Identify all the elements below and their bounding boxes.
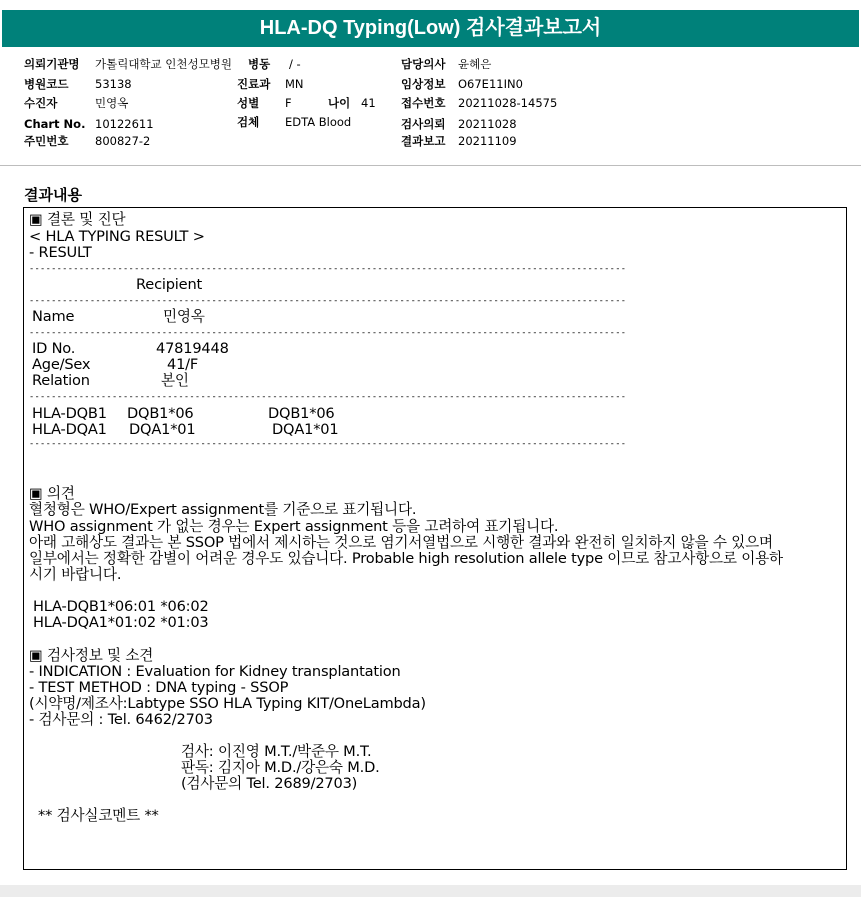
conclusion-heading: ▣ 결론 및 진단 (29, 211, 126, 228)
section-title: 결과내용 (24, 186, 82, 204)
result-box (23, 207, 847, 870)
name-value: 민영옥 (163, 308, 205, 325)
divider-1: ------------------------------------------------------------------------------------------------------------ (29, 264, 627, 274)
opinion-line-1: 혈청형은 WHO/Expert assignment를 기준으로 표기됩니다. (29, 501, 417, 518)
patient-value: 민영옥 (95, 96, 129, 110)
agesex-label: Age/Sex (32, 356, 91, 373)
divider-5: ------------------------------------------------------------------------------------------------------------ (29, 439, 627, 449)
clinical-info-label: 임상정보 (401, 77, 446, 91)
result-label: - RESULT (29, 244, 92, 261)
dqb1-locus: HLA-DQB1 (32, 405, 107, 422)
chart-no-label: Chart No. (24, 117, 86, 131)
opinion-line-5: 시기 바랍니다. (29, 566, 122, 583)
opinion-line-3: 아래 고해상도 결과는 본 SSOP 법에서 제시하는 것으로 염기서열법으로 시행한 결과와 완전히 일치하지 않을 수 있으며 (29, 534, 773, 551)
agesex-value: 41/F (167, 356, 199, 373)
high-res-dqa1: HLA-DQA1*01:02 *01:03 (33, 614, 209, 631)
lab-comment: ** 검사실코멘트 ** (38, 807, 159, 824)
inquiry-2: (검사문의 Tel. 2689/2703) (181, 775, 358, 792)
department-label: 진료과 (237, 77, 271, 91)
receipt-no-value: 20211028-14575 (458, 96, 558, 110)
institution-value: 가톨릭대학교 인천성모병원 (95, 57, 232, 71)
dqa1-allele-2: DQA1*01 (272, 421, 339, 438)
typing-result-heading: < HLA TYPING RESULT > (29, 228, 205, 245)
id-label: ID No. (32, 340, 76, 357)
high-res-dqb1: HLA-DQB1*06:01 *06:02 (33, 598, 209, 615)
divider-4: ------------------------------------------------------------------------------------------------------------ (29, 392, 627, 402)
name-label: Name (32, 308, 75, 325)
request-date-label: 검사의뢰 (401, 117, 446, 131)
ward-label: 병동 (248, 57, 271, 71)
sex-value: F (285, 96, 292, 110)
reagent: (시약명/제조사:Labtype SSO HLA Typing KIT/OneLambda) (29, 695, 426, 712)
specimen-label: 검체 (237, 115, 260, 129)
hospital-code-value: 53138 (95, 77, 132, 91)
reader: 판독: 김지아 M.D./강은숙 M.D. (181, 759, 380, 776)
relation-label: Relation (32, 372, 90, 389)
divider-3: ------------------------------------------------------------------------------------------------------------ (29, 328, 627, 338)
divider-2: ------------------------------------------------------------------------------------------------------------ (29, 296, 627, 306)
test-method: - TEST METHOD : DNA typing - SSOP (29, 679, 289, 696)
age-label: 나이 (328, 96, 351, 110)
dqa1-allele-1: DQA1*01 (129, 421, 196, 438)
tester: 검사: 이진영 M.T./박준우 M.T. (181, 743, 372, 760)
dqa1-locus: HLA-DQA1 (32, 421, 107, 438)
department-value: MN (285, 77, 304, 91)
doctor-label: 담당의사 (401, 57, 446, 71)
opinion-line-2: WHO assignment 가 없는 경우는 Expert assignment 등을 고려하여 표기됩니다. (29, 518, 559, 535)
sex-label: 성별 (237, 96, 260, 110)
specimen-value: EDTA Blood (285, 115, 352, 129)
id-value: 47819448 (156, 340, 229, 357)
inquiry: - 검사문의 : Tel. 6462/2703 (29, 711, 213, 728)
institution-label: 의뢰기관명 (24, 57, 80, 71)
dqb1-allele-2: DQB1*06 (268, 405, 335, 422)
report-date-value: 20211109 (458, 134, 517, 148)
age-value: 41 (361, 96, 376, 110)
receipt-no-label: 접수번호 (401, 96, 446, 110)
opinion-heading: ▣ 의견 (29, 485, 75, 502)
ward-value: / - (289, 57, 301, 71)
relation-value: 본인 (161, 372, 189, 389)
resident-no-value: 800827-2 (95, 134, 151, 148)
dqb1-allele-1: DQB1*06 (127, 405, 194, 422)
patient-label: 수진자 (24, 96, 58, 110)
clinical-info-value: O67E11IN0 (458, 77, 523, 91)
chart-no-value: 10122611 (95, 117, 154, 131)
resident-no-label: 주민번호 (24, 134, 69, 148)
header-divider (0, 165, 861, 166)
opinion-line-4: 일부에서는 정확한 감별이 어려운 경우도 있습니다. Probable high resolution allele type 이므로 참고사항으로 이용하 (29, 550, 783, 567)
report-title: HLA-DQ Typing(Low) 검사결과보고서 (2, 10, 859, 47)
request-date-value: 20211028 (458, 117, 517, 131)
test-info-heading: ▣ 검사정보 및 소견 (29, 647, 154, 664)
indication: - INDICATION : Evaluation for Kidney transplantation (29, 663, 401, 680)
report-date-label: 결과보고 (401, 134, 446, 148)
doctor-value: 윤혜은 (458, 57, 492, 71)
bottom-band (0, 885, 861, 897)
recipient-label: Recipient (136, 276, 203, 293)
hospital-code-label: 병원코드 (24, 77, 69, 91)
